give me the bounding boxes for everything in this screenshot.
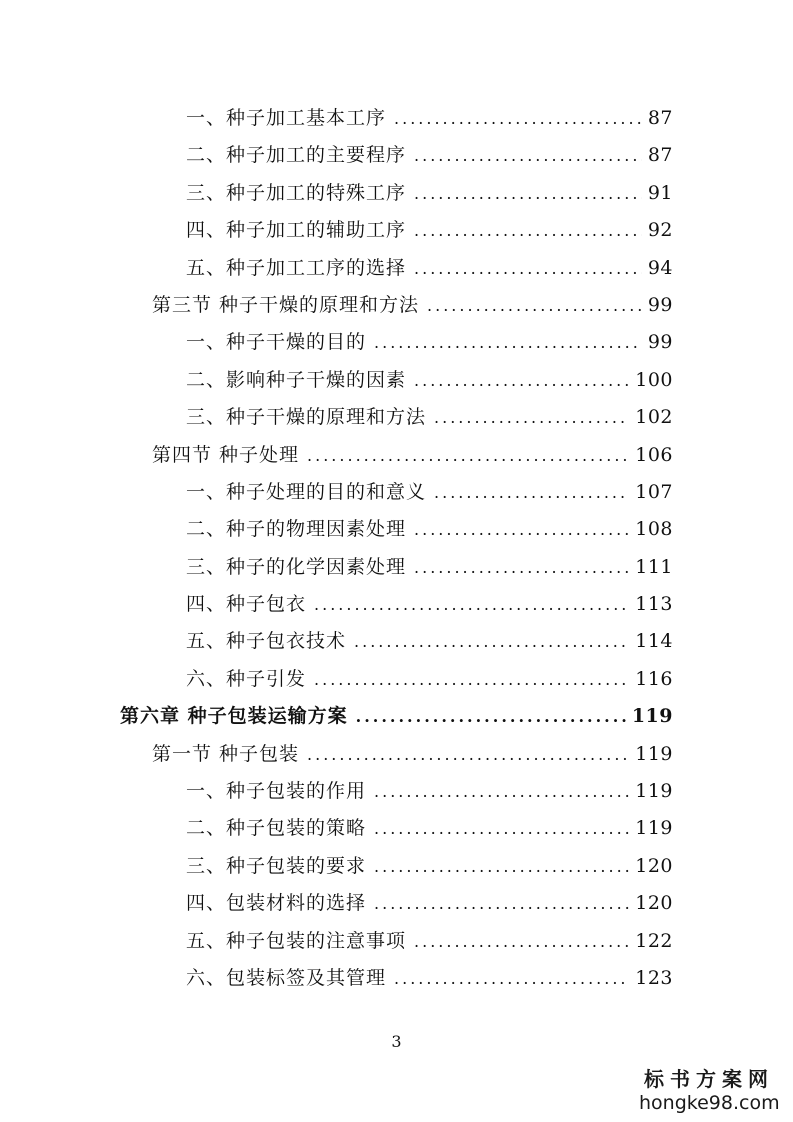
toc-entry-line xyxy=(186,549,673,586)
toc-entry-line xyxy=(186,586,673,623)
dot-leader xyxy=(414,175,642,212)
dot-leader xyxy=(414,137,642,174)
toc-entry-page: 108 xyxy=(635,518,673,541)
toc-entry-page: 99 xyxy=(647,331,673,354)
toc-entry-page: 111 xyxy=(635,555,673,578)
page-number: 3 xyxy=(391,1032,402,1051)
toc-entry-page: 100 xyxy=(635,368,673,391)
toc-entry-page: 99 xyxy=(647,293,673,316)
toc-entry-section[interactable] xyxy=(0,287,793,324)
toc-entry-item[interactable] xyxy=(0,399,793,436)
dot-leader xyxy=(434,474,629,511)
toc-entry-title: 四、包装材料的选择 xyxy=(186,892,367,915)
toc-entry-page: 87 xyxy=(647,107,673,129)
watermark-url: hongke98.com xyxy=(639,1092,780,1114)
toc-entry-line xyxy=(186,885,673,922)
toc-entry-section[interactable] xyxy=(0,736,793,773)
dot-leader xyxy=(394,960,629,997)
toc-entry-line xyxy=(186,212,673,249)
toc-entry-page: 116 xyxy=(635,667,673,690)
toc-entry-title: 六、包装标签及其管理 xyxy=(186,966,387,989)
toc-entry-section[interactable] xyxy=(0,437,793,474)
toc-entry-page: 119 xyxy=(635,817,673,840)
toc-entry-title: 五、种子包装的注意事项 xyxy=(186,929,407,952)
toc-entry-title: 三、种子加工的特殊工序 xyxy=(186,181,407,204)
toc-entry-item[interactable] xyxy=(0,137,793,174)
toc-entry-title: 四、种子包衣 xyxy=(186,593,307,616)
toc-entry-line xyxy=(186,773,673,810)
toc-entry-title: 二、影响种子干燥的因素 xyxy=(186,368,407,391)
dot-leader xyxy=(314,661,629,698)
dot-leader xyxy=(414,250,642,287)
toc-entry-line xyxy=(186,848,673,885)
dot-leader xyxy=(374,773,629,810)
toc-entry-page: 87 xyxy=(647,144,673,167)
toc-entry-item[interactable] xyxy=(0,175,793,212)
dot-leader xyxy=(354,623,629,660)
toc-entry-title: 六、种子引发 xyxy=(186,667,307,690)
toc-entry-title: 五、种子包衣技术 xyxy=(186,630,347,653)
dot-leader xyxy=(374,810,629,847)
toc-entry-line xyxy=(186,960,673,997)
dot-leader xyxy=(374,848,629,885)
dot-leader xyxy=(394,100,642,137)
toc-entry-title: 第一节 种子包装 xyxy=(152,742,300,765)
toc-entry-title: 二、种子的物理因素处理 xyxy=(186,518,407,541)
toc-entry-item[interactable] xyxy=(0,362,793,399)
toc-entry-title: 四、种子加工的辅助工序 xyxy=(186,219,407,242)
toc-entry-page: 119 xyxy=(635,780,673,803)
dot-leader xyxy=(414,549,629,586)
toc-entry-page: 91 xyxy=(647,181,673,204)
dot-leader xyxy=(307,437,629,474)
toc-entry-line xyxy=(186,399,673,436)
toc-entry-line xyxy=(186,623,673,660)
toc-entry-page: 119 xyxy=(631,705,673,728)
toc-entry-line xyxy=(152,736,673,773)
toc-entry-title: 二、种子包装的策略 xyxy=(186,817,367,840)
dot-leader xyxy=(414,511,629,548)
toc-entry-item[interactable] xyxy=(0,923,793,960)
toc-entry-title: 一、种子包装的作用 xyxy=(186,780,367,803)
dot-leader xyxy=(414,923,629,960)
toc-entry-item[interactable] xyxy=(0,586,793,623)
toc-entry-line xyxy=(186,923,673,960)
toc-entry-item[interactable] xyxy=(0,100,793,137)
toc-entry-line xyxy=(186,474,673,511)
toc-entry-title: 三、种子的化学因素处理 xyxy=(186,555,407,578)
toc-entry-page: 123 xyxy=(635,966,673,989)
toc-entry-page: 120 xyxy=(635,892,673,915)
dot-leader xyxy=(434,399,629,436)
toc-entry-item[interactable] xyxy=(0,324,793,361)
toc-entry-title: 一、种子加工基本工序 xyxy=(186,107,387,129)
toc-entry-page: 119 xyxy=(635,742,673,765)
toc-entry-page: 114 xyxy=(635,630,673,653)
toc-entry-item[interactable] xyxy=(0,623,793,660)
watermark-site-name: 标书方案网 xyxy=(644,1067,774,1091)
toc-entry-page: 113 xyxy=(635,593,673,616)
toc-entry-line xyxy=(186,137,673,174)
toc-entry-line xyxy=(186,810,673,847)
toc-entry-item[interactable] xyxy=(0,960,793,997)
toc-entry-title: 一、种子干燥的目的 xyxy=(186,331,367,354)
toc-entry-page: 94 xyxy=(647,256,673,279)
dot-leader xyxy=(374,885,629,922)
toc-entry-line xyxy=(186,324,673,361)
toc-entry-item[interactable] xyxy=(0,511,793,548)
toc-entry-item[interactable] xyxy=(0,773,793,810)
dot-leader xyxy=(356,698,626,735)
toc-entry-line xyxy=(186,362,673,399)
toc-entry-line xyxy=(186,511,673,548)
dot-leader xyxy=(314,586,629,623)
toc-entry-title: 一、种子处理的目的和意义 xyxy=(186,480,427,503)
toc-entry-line xyxy=(186,250,673,287)
toc-entry-item[interactable] xyxy=(0,885,793,922)
toc-entry-line xyxy=(186,661,673,698)
toc-entry-chapter[interactable] xyxy=(0,698,793,735)
toc-entry-item[interactable] xyxy=(0,250,793,287)
dot-leader xyxy=(374,324,642,361)
dot-leader xyxy=(414,362,629,399)
toc-entry-line xyxy=(120,698,673,735)
toc-entry-item[interactable] xyxy=(0,810,793,847)
toc-entry-title: 第六章 种子包装运输方案 xyxy=(120,705,348,728)
toc-entry-item[interactable] xyxy=(0,848,793,885)
site-watermark xyxy=(639,1066,779,1114)
toc-entry-page: 102 xyxy=(635,406,673,429)
toc-entry-line xyxy=(152,437,673,474)
toc-entry-item[interactable] xyxy=(0,474,793,511)
toc-entry-title: 第四节 种子处理 xyxy=(152,443,300,466)
toc-entry-title: 三、种子包装的要求 xyxy=(186,854,367,877)
toc-entry-page: 122 xyxy=(635,929,673,952)
toc-entry-line xyxy=(186,100,673,137)
toc-entry-page: 107 xyxy=(635,480,673,503)
toc-entry-title: 第三节 种子干燥的原理和方法 xyxy=(152,293,420,316)
toc-entry-item[interactable] xyxy=(0,212,793,249)
toc-entry-title: 五、种子加工工序的选择 xyxy=(186,256,407,279)
toc-entry-title: 三、种子干燥的原理和方法 xyxy=(186,406,427,429)
table-of-contents xyxy=(0,100,793,997)
toc-entry-item[interactable] xyxy=(0,661,793,698)
toc-entry-item[interactable] xyxy=(0,549,793,586)
dot-leader xyxy=(427,287,642,324)
toc-entry-page: 92 xyxy=(647,219,673,242)
toc-entry-page: 106 xyxy=(635,443,673,466)
toc-entry-line xyxy=(186,175,673,212)
dot-leader xyxy=(414,212,642,249)
toc-entry-page: 120 xyxy=(635,854,673,877)
toc-entry-line xyxy=(152,287,673,324)
toc-entry-title: 二、种子加工的主要程序 xyxy=(186,144,407,167)
dot-leader xyxy=(307,736,629,773)
